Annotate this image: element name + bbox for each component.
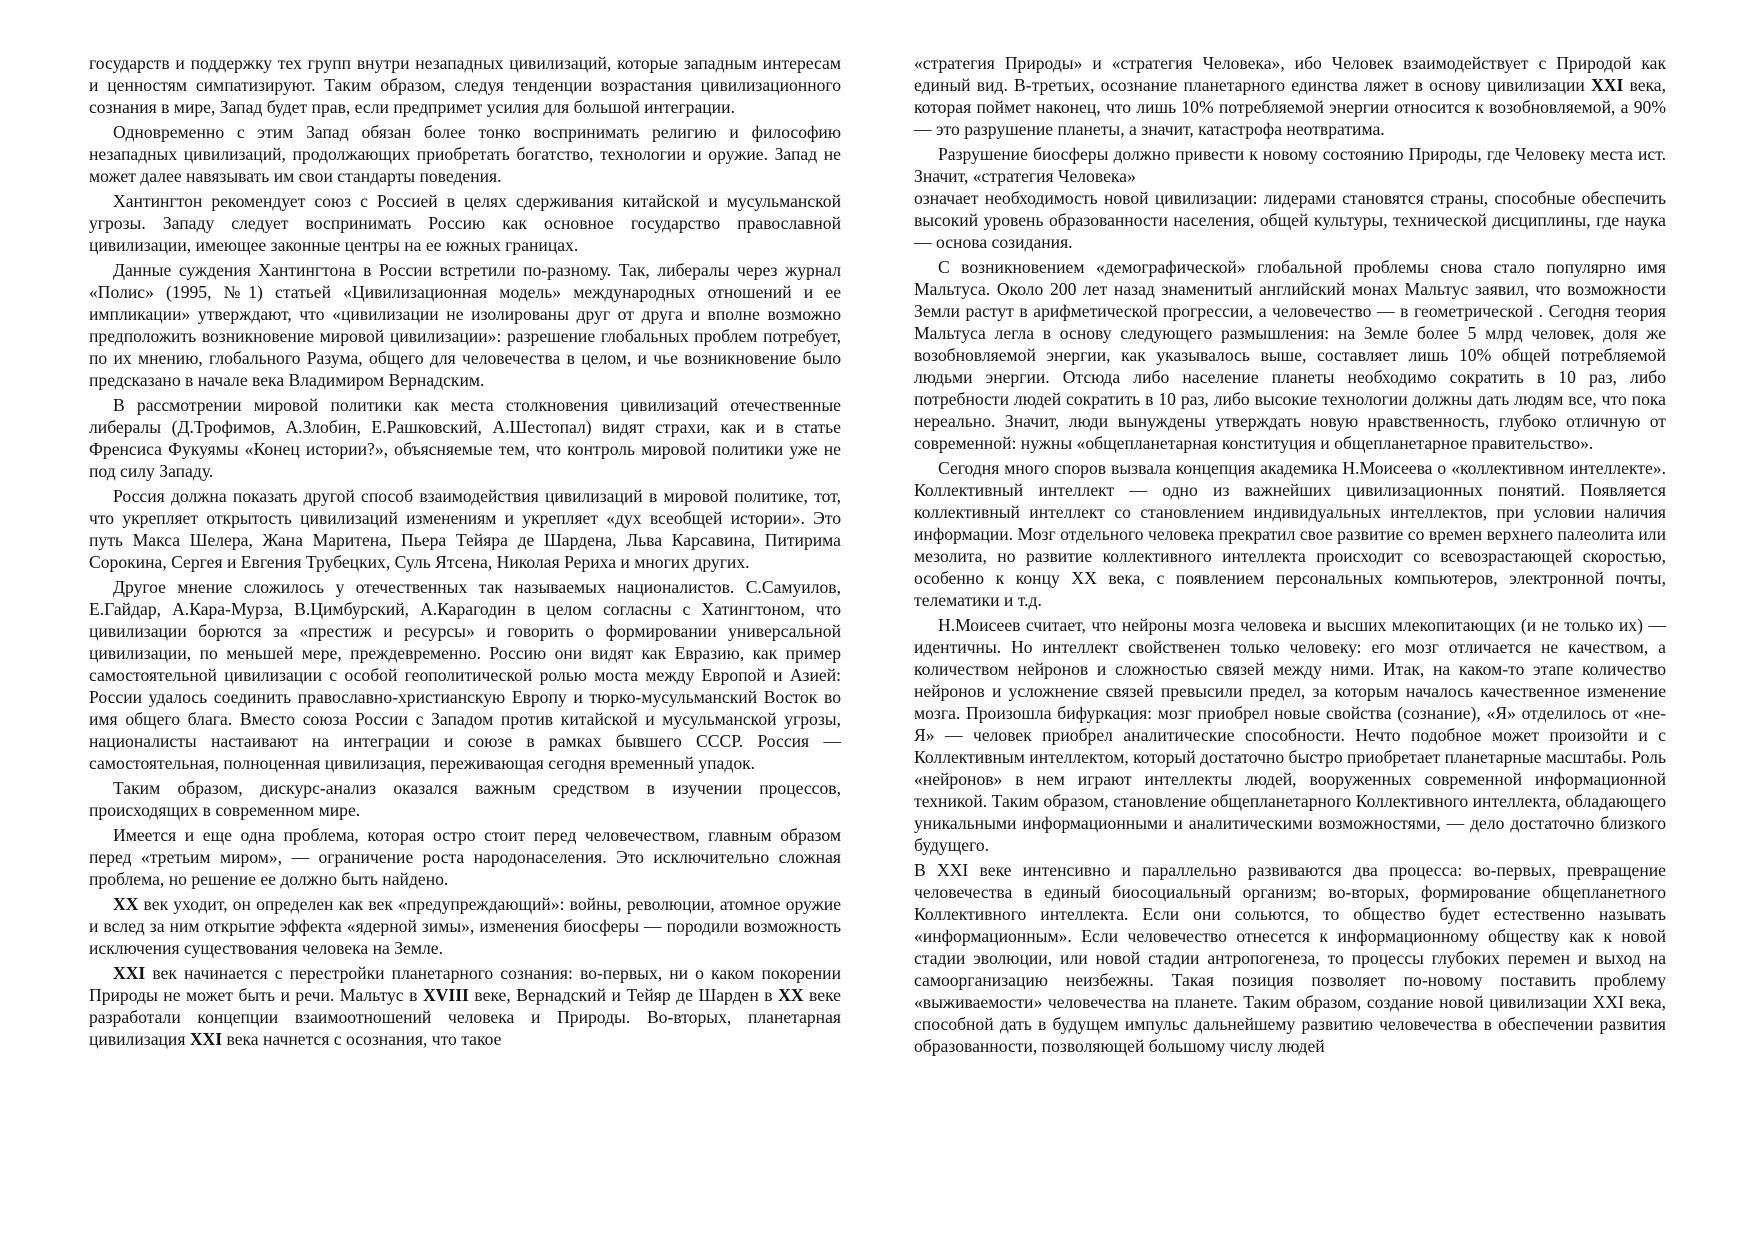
paragraph-text: век начинается с перестройки планетарного сознания: во-первых, ни о каком покорении Природы не может быть и речи. Мальтус в bbox=[89, 963, 841, 1005]
paragraph: С возникновением «демографической» глобальной проблемы снова стало популярно имя Мальтуса. Около 200 лет назад знаменитый английский монах Мальтус заявил, что возможности Земли растут в арифметической прогрессии, а человечество — в геометрической . Сегодня теория Мальтуса легла в основу следующего размышления: на Земле более 5 млрд человек, доля же возобновляемой энергии, как указывалось выше, составляет лишь 10% общей потребляемой людьми энергии. Отсюда либо население планеты необходимо сократить в 10 раз, либо потребности людей сократить в 10 раз, либо высокие технологии должны дать людям все, что пока нереально. Значит, люди вынуждены утверждать новую нравственность, глубоко отличную от современной: нужны «общепланетарная конституция и общепланетарное правительство». bbox=[914, 257, 1666, 453]
bold-century: XXI bbox=[189, 1029, 223, 1049]
left-column bbox=[89, 52, 841, 1053]
paragraph: Имеется и еще одна проблема, которая остро стоит перед человечеством, главным образом перед «третьим миром», — ограничение роста народонаселения. Это исключительно сложная проблема, но решение ее должно быть найдено. bbox=[89, 825, 841, 889]
bold-century: XX bbox=[778, 985, 804, 1005]
bold-century: XXI bbox=[113, 963, 146, 983]
paragraph: Хантингтон рекомендует союз с Россией в целях сдерживания китайской и мусульманской угрозы. Западу следует воспринимать Россию как основное государство православной цивилизации, имеющее законные центры на ее южных границах. bbox=[89, 191, 841, 255]
paragraph-text: века начнется с осознания, что такое bbox=[222, 1029, 502, 1049]
paragraph: означает необходимость новой цивилизации: лидерами становятся страны, способные обеспечить высокий уровень образованности населения, общей культуры, технической дисциплины, где наука — основа созидания. bbox=[914, 188, 1666, 252]
paragraph: Данные суждения Хантингтона в России встретили по-разному. Так, либералы через журнал «Полис» (1995, №1) статьей «Цивилизационная модель» международных отношений и ее импликации» утверждают, что «цивилизации не изолированы друг от друга и вполне возможно предположить возникновение мировой цивилизации»: разрешение глобальных проблем потребует, по их мнению, глобального Разума, общего для человечества в целом, и чье возникновение было предсказано в начале века Владимиром Вернадским. bbox=[89, 260, 841, 390]
bold-century: XXI bbox=[1591, 75, 1624, 95]
paragraph-text: веке, Вернадский и Тейяр де Шарден в bbox=[468, 985, 779, 1005]
right-column bbox=[914, 52, 1666, 1060]
paragraph bbox=[89, 893, 841, 959]
paragraph: государств и поддержку тех групп внутри незападных цивилизаций, которые западным интересам и ценностям симпатизируют. Таким образом, следуя тенденции возрастания цивилизационного сознания в мире, Запад будет прав, если предпримет усилия для большой интеграции. bbox=[89, 53, 841, 117]
paragraph bbox=[89, 962, 841, 1050]
paragraph: В XXI веке интенсивно и параллельно развиваются два процесса: во-первых, превращение человечества в единый биосоциальный организм; во-вторых, формирование общепланетного Коллективного интеллекта. Если они сольются, то общество будет естественно называть «информационным». Если человечество отнесется к информационному обществу как к новой стадии эволюции, или новой стадии антропогенеза, то процессы глубоких перемен и выход на самоорганизацию неизбежны. Такая позиция позволяет по-новому поставить проблему «выживаемости» человечества на планете. Таким образом, создание новой цивилизации XXI века, способной дать в будущем импульс дальнейшему развитию человечества в обеспечении развития образованности, позволяющей большому числу людей bbox=[914, 860, 1666, 1056]
bold-century: XX bbox=[113, 894, 139, 914]
paragraph-text: века, которая поймет наконец, что лишь 10% потребляемой энергии относится к возобновляемой, а 90% — это разрушение планеты, а значит, катастрофа неотвратима. bbox=[914, 75, 1666, 139]
paragraph: Россия должна показать другой способ взаимодействия цивилизаций в мировой политике, тот, что укрепляет открытость цивилизаций изменениям и укрепляет «дух всеобщей истории». Это путь Макса Шелера, Жана Маритена, Пьера Тейяра де Шардена, Льва Карсавина, Питирима Сорокина, Сергея и Евгения Трубецких, Суль Ятсена, Николая Рериха и многих других. bbox=[89, 486, 841, 572]
paragraph: Сегодня много споров вызвала концепция академика Н.Моисеева о «коллективном интеллекте». Коллективный интеллект — одно из важнейших цивилизационных понятий. Появляется коллективный интеллект со становлением индивидуальных интеллектов, при условии наличия информации. Мозг отдельного человека прекратил свое развитие со времен верхнего палеолита или мезолита, но развитие коллективного интеллекта происходит со всевозрастающей скоростью, особенно к концу XX века, с появлением персональных компьютеров, электронной почты, телематики и т.д. bbox=[914, 458, 1666, 610]
paragraph: Одновременно с этим Запад обязан более тонко воспринимать религию и философию незападных цивилизаций, продолжающих приобретать богатство, технологии и оружие. Запад не может далее навязывать им свои стандарты поведения. bbox=[89, 122, 841, 186]
paragraph-text: «стратегия Природы» и «стратегия Человека», ибо Человек взаимодействует с Природой как единый вид. В-третьих, осознание планетарного единства ляжет в основу цивилизации bbox=[914, 53, 1666, 95]
paragraph-text: веке разработали концепции взаимоотношений человека и Природы. Во-вторых, планетарная цивилизация bbox=[89, 985, 841, 1049]
paragraph: Н.Моисеев считает, что нейроны мозга человека и высших млекопитающих (и не только их) — идентичны. Но интеллект свойственен только человеку: его мозг отличается не качеством, а количеством нейронов и сложностью связей между ними. Итак, на каком-то этапе количество нейронов и усложнение связей превысили предел, за которым началось качественное изменение мозга. Произошла бифуркация: мозг приобрел новые свойства (сознание), «Я» отделилось от «не-Я» — человек приобрел аналитические способности. Нечто подобное может произойти и с Коллективным интеллектом, который достаточно быстро приобретает планетарные масштабы. Роль «нейронов» в нем играют интеллекты людей, вооруженных современной информационной техникой. Таким образом, становление общепланетарного Коллективного интеллекта, обладающего уникальными информационными и аналитическими возможностями, — дело достаточно близкого будущего. bbox=[914, 615, 1666, 855]
bold-century: XVIII bbox=[422, 985, 469, 1005]
paragraph: Другое мнение сложилось у отечественных так называемых националистов. С.Самуилов, Е.Гайдар, А.Кара-Мурза, В.Цимбурский, А.Карагодин в целом согласны с Хатингтоном, что цивилизации борются за «престиж и ресурсы» и говорить о формировании универсальной цивилизации, по меньшей мере, преждевременно. Россию они видят как Евразию, как пример самостоятельной цивилизации с особой геополитической ролью моста между Европой и Азией: России удалось соединить православно-христианскую Европу и тюрко-мусульманский Восток во имя общего блага. Вместо союза России с Западом против китайской и мусульманской угрозы, националисты настаивают на интеграции и союзе в рамках бывшего СССР. Россия — самостоятельная, полноценная цивилизация, переживающая сегодня временный упадок. bbox=[89, 577, 841, 773]
paragraph bbox=[914, 52, 1666, 140]
paragraph: В рассмотрении мировой политики как места столкновения цивилизаций отечественные либералы (Д.Трофимов, А.Злобин, Е.Рашковский, А.Шестопал) видят страхи, как и в статье Френсиса Фукуямы «Конец истории?», объясняемые тем, что контроль мировой политики уже не под силу Западу. bbox=[89, 395, 841, 481]
paragraph-text: век уходит, он определен как век «предупреждающий»: войны, революции, атомное оружие и вслед за ним открытие эффекта «ядерной зимы», изменения биосферы — породили возможность исключения существования человека на Земле. bbox=[89, 894, 841, 958]
paragraph: Таким образом, дискурс-анализ оказался важным средством в изучении процессов, происходящих в современном мире. bbox=[89, 778, 841, 820]
paragraph: Разрушение биосферы должно привести к новому состоянию Природы, где Человеку места ист. Значит, «стратегия Человека» bbox=[914, 144, 1666, 186]
